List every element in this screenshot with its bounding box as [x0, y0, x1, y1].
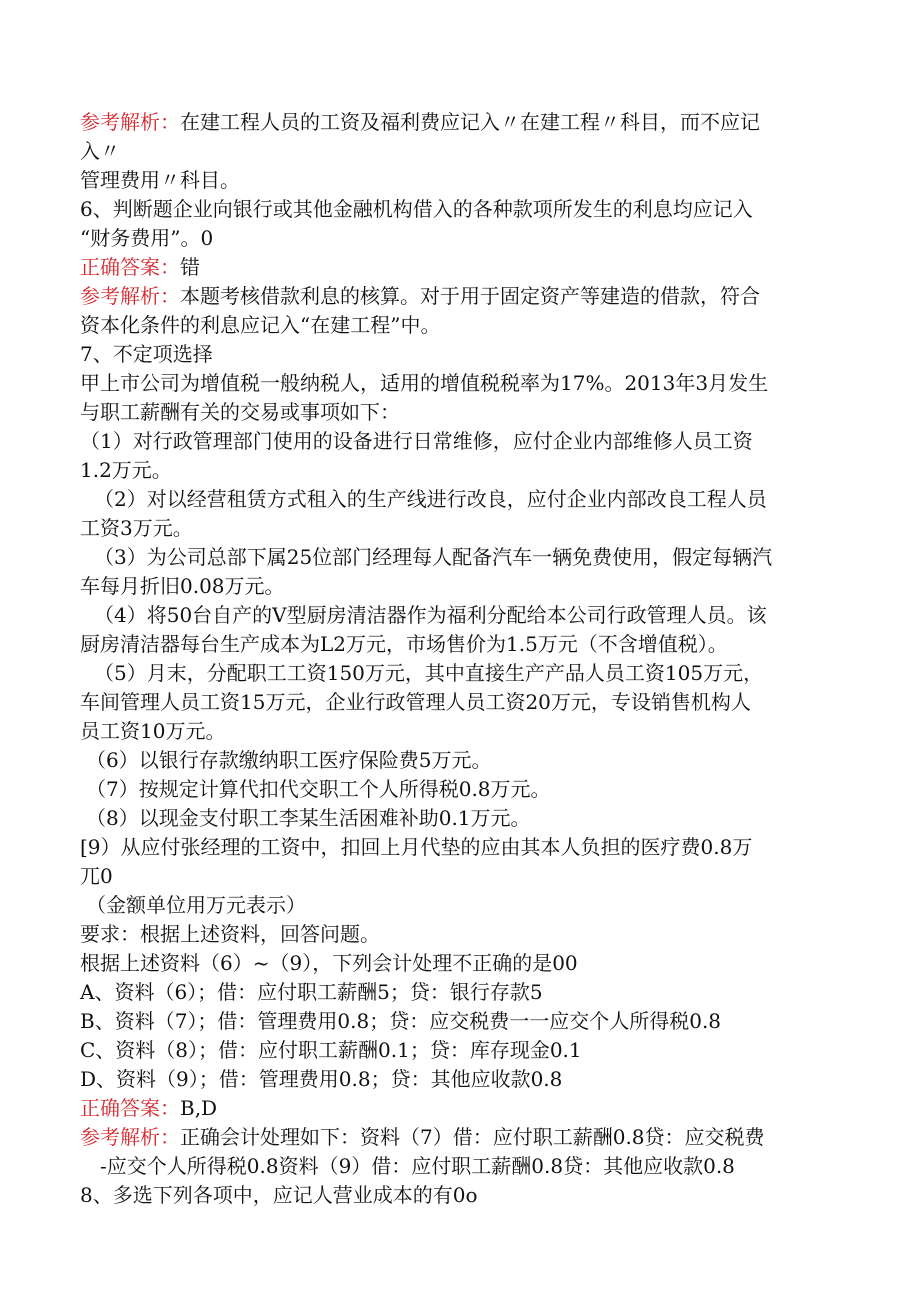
analysis-label: 参考解析： — [80, 284, 180, 308]
item-line: （1）对行政管理部门使用的设备进行日常维修，应付企业内部维修人员工资 — [80, 429, 753, 453]
option-a: A、资料（6）；借：应付职工薪酬5；贷：银行存款5 — [80, 980, 543, 1004]
question-6-title: 6、判断题企业向银行或其他金融机构借入的各种款项所发生的利息均应记入 — [80, 197, 753, 221]
item-line: （8）以现金支付职工李某生活困难补助0.1万元。 — [86, 806, 531, 830]
item-line: （7）按规定计算代扣代交职工个人所得税0.8万元。 — [86, 777, 551, 801]
analysis-label: 参考解析： — [80, 110, 180, 134]
answer-text: 错 — [180, 255, 200, 279]
analysis-line — [80, 282, 850, 311]
question-8-title: 8、多选下列各项中，应记人营业成本的有0o — [80, 1183, 478, 1207]
answer-line — [80, 1094, 850, 1123]
text-line: 入〃 — [80, 139, 120, 163]
text-line: 1.2万元。 — [80, 458, 172, 482]
text-line: 员工资10万元。 — [80, 719, 226, 743]
text-line: 厨房清洁器每台生产成本为L2万元，市场售价为1.5万元（不含增值税）。 — [80, 632, 728, 656]
analysis-text: 在建工程人员的工资及福利费应记入〃在建工程〃科目，而不应记 — [180, 110, 760, 134]
text-line: 要求：根据上述资料，回答问题。 — [80, 922, 380, 946]
answer-label: 正确答案： — [80, 255, 180, 279]
text-line: 管理费用〃科目。 — [80, 168, 240, 192]
text-line: 车间管理人员工资15万元，企业行政管理人员工资20万元，专设销售机构人 — [80, 690, 751, 714]
answer-label: 正确答案： — [80, 1096, 180, 1120]
text-line: 车每月折旧0.08万元。 — [80, 574, 285, 598]
analysis-line — [80, 108, 850, 137]
text-line: -应交个人所得税0.8资料（9）借：应付职工薪酬0.8贷：其他应收款0.8 — [100, 1154, 735, 1178]
option-b: B、资料（7）；借：管理费用0.8；贷：应交税费一一应交个人所得税0.8 — [80, 1009, 722, 1033]
document-page — [80, 108, 850, 1210]
answer-text: B,D — [180, 1096, 218, 1120]
text-line: 工资3万元。 — [80, 516, 193, 540]
text-line: 资本化条件的利息应记入“在建工程”中。 — [80, 313, 441, 337]
item-line: （2）对以经营租赁方式租入的生产线进行改良，应付企业内部改良工程人员 — [94, 487, 767, 511]
analysis-text: 本题考核借款利息的核算。对于用于固定资产等建造的借款，符合 — [180, 284, 760, 308]
question-7-title: 7、不定项选择 — [80, 342, 213, 366]
answer-line — [80, 253, 850, 282]
analysis-label: 参考解析： — [80, 1125, 180, 1149]
analysis-line — [80, 1123, 850, 1152]
option-d: D、资料（9）；借：管理费用0.8；贷：其他应收款0.8 — [80, 1067, 563, 1091]
item-line: [9）从应付张经理的工资中，扣回上月代垫的应由其本人负担的医疗费0.8万 — [80, 835, 753, 859]
text-line: “财务费用”。0 — [80, 226, 214, 250]
option-c: C、资料（8）；借：应付职工薪酬0.1；贷：库存现金0.1 — [80, 1038, 582, 1062]
item-line: （3）为公司总部下属25位部门经理每人配备汽车一辆免费使用，假定每辆汽 — [94, 545, 773, 569]
item-line: （5）月末，分配职工工资150万元，其中直接生产产品人员工资105万元， — [94, 661, 764, 685]
question-stem: 根据上述资料（6）~（9），下列会计处理不正确的是00 — [80, 951, 578, 975]
item-line: （4）将50台自产的V型厨房清洁器作为福利分配给本公司行政管理人员。该 — [94, 603, 767, 627]
text-line: 兀0 — [80, 864, 113, 888]
text-line: 甲上市公司为增值税一般纳税人，适用的增值税税率为17%。2013年3月发生 — [80, 371, 769, 395]
item-line: （6）以银行存款缴纳职工医疗保险费5万元。 — [86, 748, 492, 772]
text-line: 与职工薪酬有关的交易或事项如下： — [80, 400, 400, 424]
text-line: （金额单位用万元表示） — [86, 893, 306, 917]
analysis-text: 正确会计处理如下：资料（7）借：应付职工薪酬0.8贷：应交税费 — [180, 1125, 765, 1149]
